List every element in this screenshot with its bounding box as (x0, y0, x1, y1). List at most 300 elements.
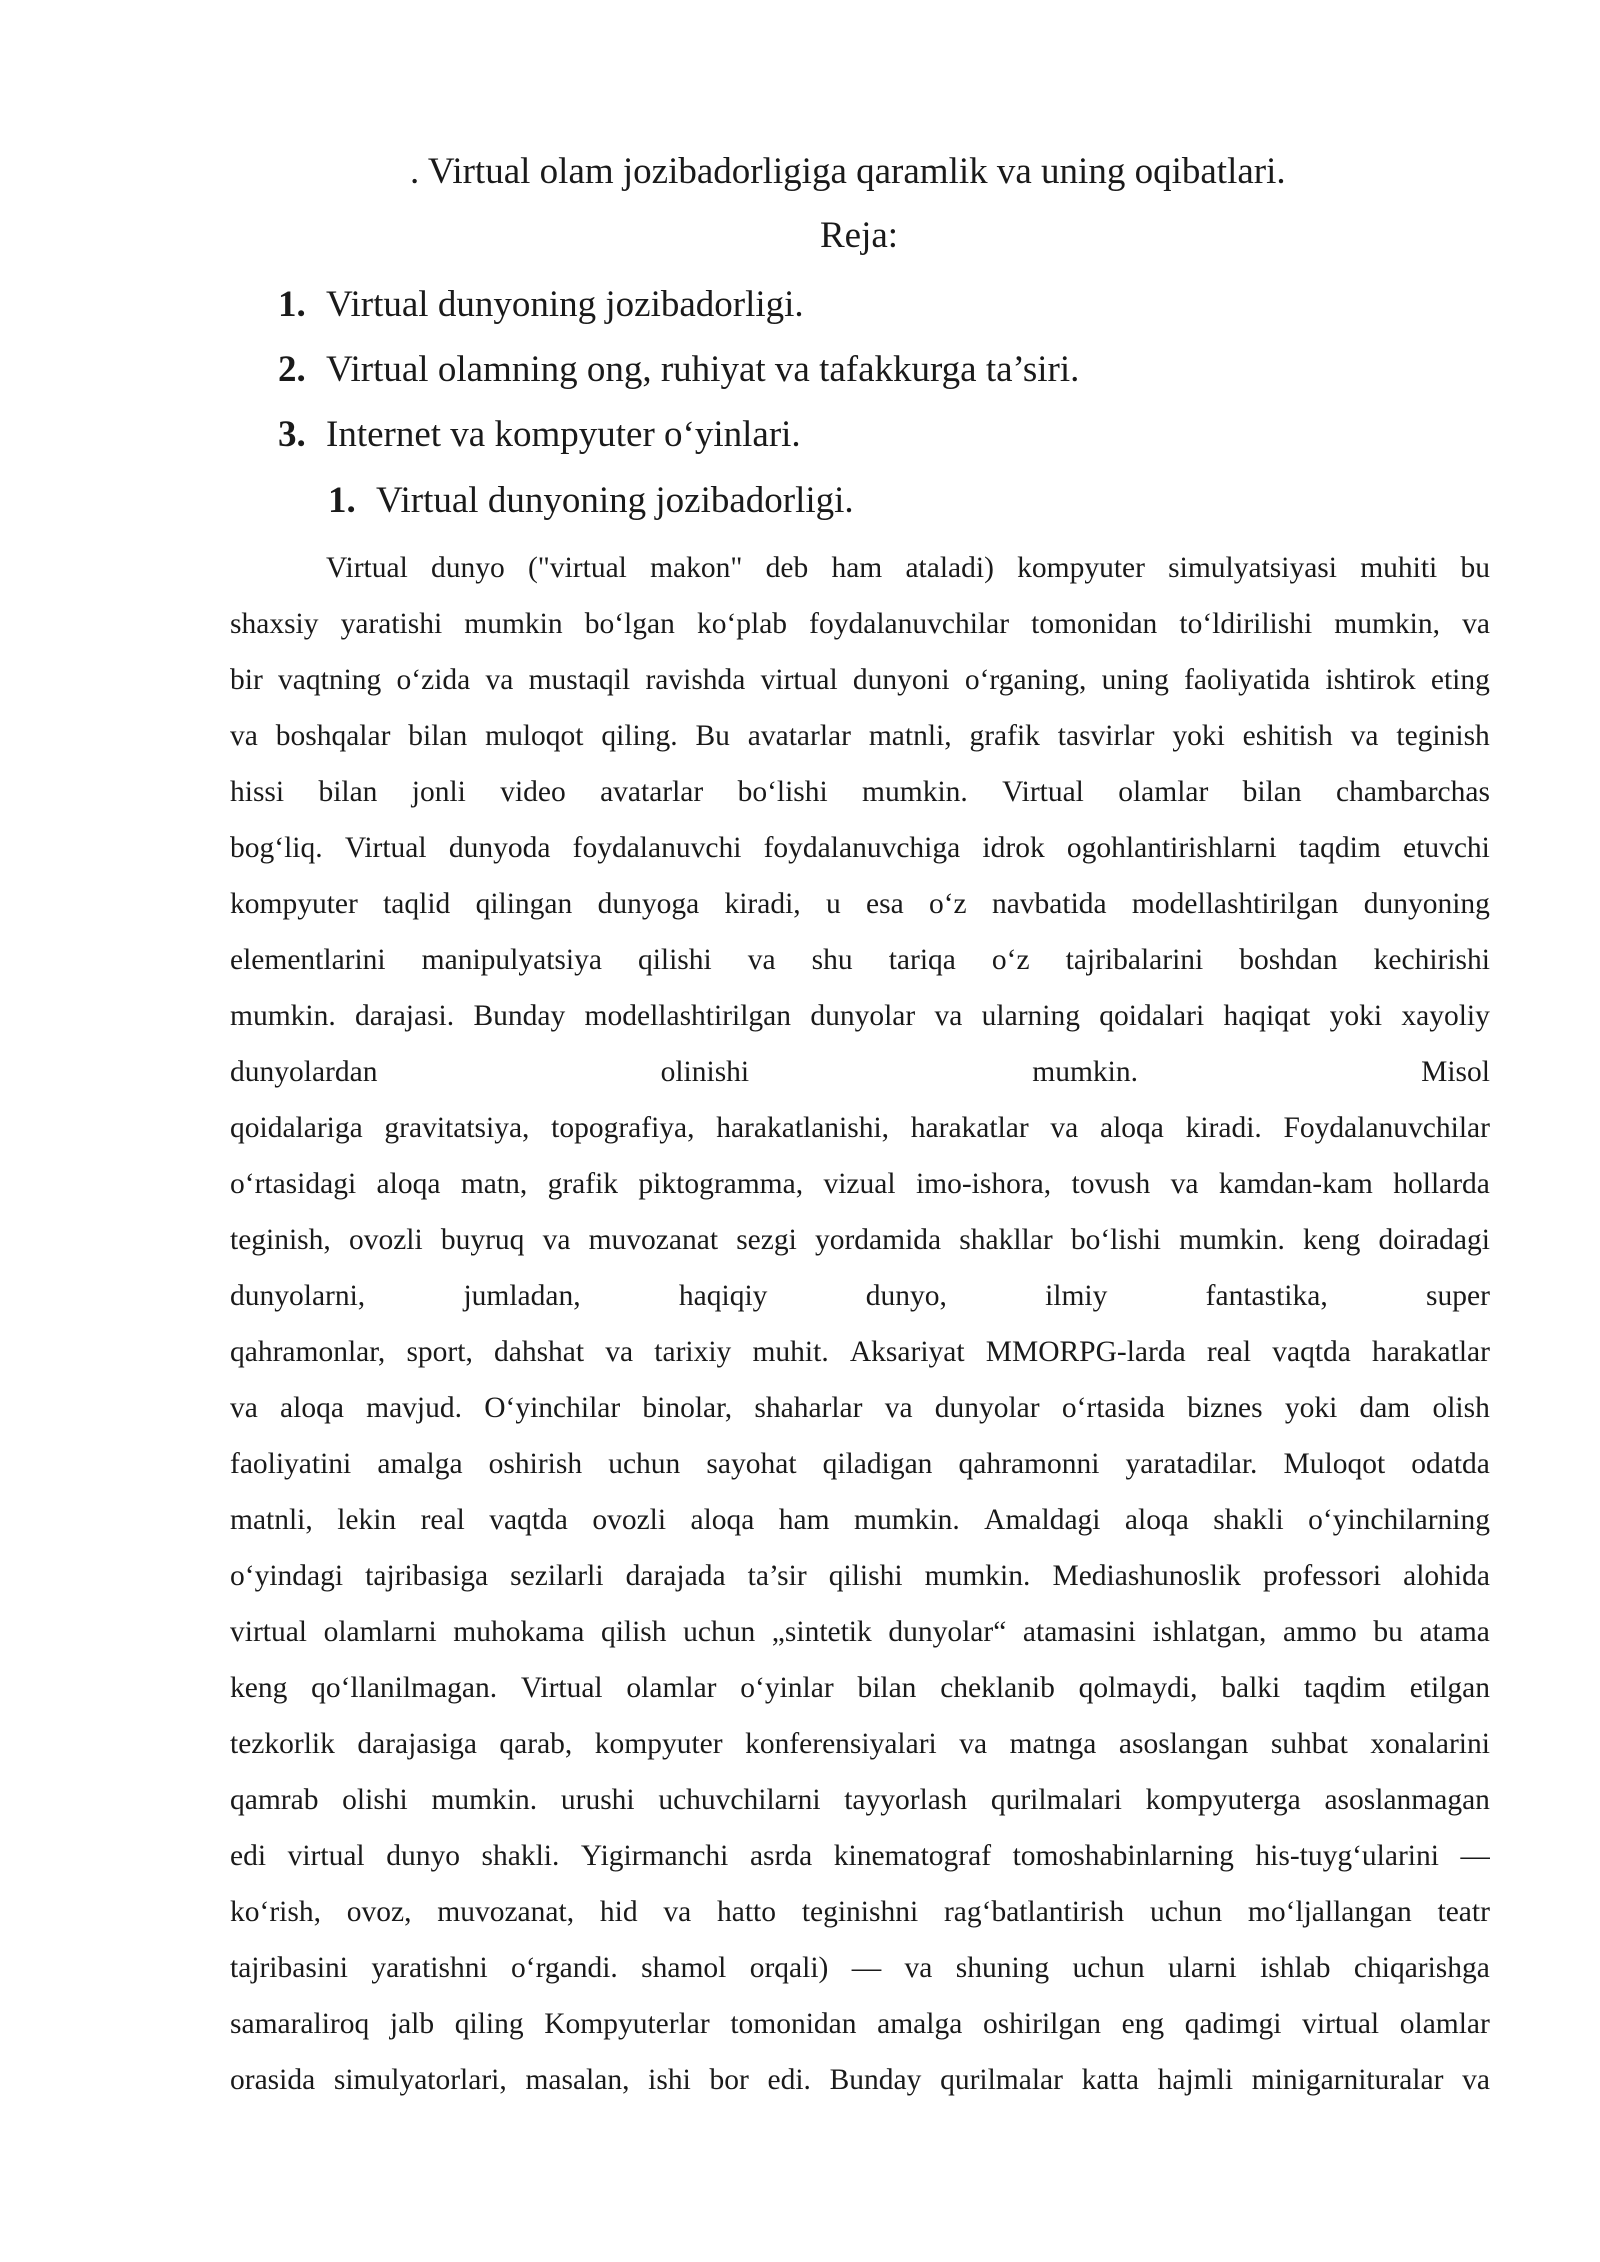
word: boshqalar (275, 720, 391, 752)
word: bilan (318, 776, 378, 808)
word: „sintetik (771, 1616, 872, 1648)
word: vizual (823, 1168, 896, 1200)
word: qilishi (828, 1560, 903, 1592)
word: doiradagi (1378, 1224, 1490, 1256)
body-line (230, 1212, 1490, 1268)
word: keng (1303, 1224, 1361, 1256)
word: qurilmalari (990, 1784, 1122, 1816)
word: mumkin. (1032, 1056, 1138, 1088)
word: o‘rgandi. (511, 1952, 618, 1984)
word: edi (230, 1840, 267, 1872)
word: qiling. (601, 720, 678, 752)
word: tomonidan (1031, 608, 1158, 640)
plan-item-text: Virtual dunyoning jozibadorligi. (326, 284, 804, 325)
word: ham (831, 552, 883, 584)
word: o‘rtasidagi (230, 1168, 357, 1200)
word: foydalanuvchi (572, 832, 742, 864)
word: ishtirok (1325, 664, 1416, 696)
body-line (230, 708, 1490, 764)
word: va (1462, 2064, 1490, 2096)
body-line (230, 820, 1490, 876)
word: hajmli (1157, 2064, 1234, 2096)
word: ovozli (592, 1504, 667, 1536)
body-line (230, 1660, 1490, 1716)
word: qolmaydi, (1078, 1672, 1198, 1704)
word: ravishda (645, 664, 746, 696)
word: shu (811, 944, 853, 976)
word: taqdim (1304, 1672, 1386, 1704)
word: real (420, 1504, 465, 1536)
word: va (1350, 720, 1379, 752)
plan-item-text: Virtual olamning ong, ruhiyat va tafakkurga ta’siri. (326, 349, 1080, 390)
word: ogohlantirishlarni (1066, 832, 1277, 864)
body-line (230, 1324, 1490, 1380)
word: harakatlar (910, 1112, 1029, 1144)
body-line (230, 1884, 1490, 1940)
word: Bu (695, 720, 730, 752)
word: lekin (337, 1504, 397, 1536)
body-line-text (230, 1716, 1490, 1772)
plan-label: Reja: (820, 215, 899, 256)
word: deb (765, 552, 809, 584)
word: odatda (1411, 1448, 1490, 1480)
word: rag‘batlantirish (943, 1896, 1125, 1928)
word: yaratishi (340, 608, 443, 640)
word: qo‘llanilmagan. (311, 1672, 498, 1704)
word: mumkin, (1334, 608, 1440, 640)
word: ko‘plab (696, 608, 788, 640)
word: buyruq (440, 1224, 525, 1256)
word: tovush (1071, 1168, 1151, 1200)
word: matn, (460, 1168, 528, 1200)
word: suhbat (1270, 1728, 1348, 1760)
body-line-text (230, 1660, 1490, 1716)
word: virtual (287, 1840, 365, 1872)
body-line-text (230, 652, 1490, 708)
body-line-text (230, 1604, 1490, 1660)
word: eshitish (1242, 720, 1333, 752)
section-heading (328, 479, 854, 523)
word: manipulyatsiya (421, 944, 602, 976)
word: u (825, 888, 841, 920)
body-line-text (230, 1772, 1490, 1828)
word: Aksariyat (849, 1336, 965, 1368)
word: chiqarishga (1353, 1952, 1490, 1984)
word: binolar, (642, 1392, 733, 1424)
word: o‘z (991, 944, 1030, 976)
word: ishlab (1260, 1952, 1331, 1984)
word: qahramonni (958, 1448, 1100, 1480)
word: va (934, 1000, 963, 1032)
word: dam (1359, 1392, 1411, 1424)
word: mumkin. (854, 1504, 960, 1536)
word: yoki (1329, 1000, 1383, 1032)
word: sezgi (736, 1224, 797, 1256)
word: aloqa (1099, 1112, 1164, 1144)
word: va (230, 1392, 258, 1424)
body-line (230, 1716, 1490, 1772)
word: harakatlanishi, (716, 1112, 890, 1144)
body-line-text (230, 820, 1490, 876)
section-number: 1. (328, 480, 356, 521)
word: super (1426, 1280, 1490, 1312)
body-line-text (230, 1492, 1490, 1548)
word: tezkorlik (230, 1728, 335, 1760)
body-line (230, 932, 1490, 988)
word: samaraliroq (230, 2008, 370, 2040)
word: mumkin (464, 608, 563, 640)
body-line (230, 1940, 1490, 1996)
word: amalga (377, 1448, 463, 1480)
word: alohida (1403, 1560, 1490, 1592)
word: virtual (230, 1616, 308, 1648)
word: O‘yinchilar (484, 1392, 621, 1424)
word: taqlid (383, 888, 451, 920)
word: va (747, 944, 776, 976)
word: shaharlar (754, 1392, 863, 1424)
body-line (230, 1156, 1490, 1212)
word: biznes (1187, 1392, 1263, 1424)
word: muhokama (453, 1616, 585, 1648)
word: ishi (648, 2064, 691, 2096)
word: foydalanuvchilar (809, 608, 1010, 640)
word: eng (1121, 2008, 1165, 2040)
body-line-text (230, 1940, 1490, 1996)
word: matnli, (230, 1504, 313, 1536)
word: virtual (760, 664, 838, 696)
word: o‘z (928, 888, 967, 920)
word: o‘yinlar (740, 1672, 834, 1704)
word: xayoliy (1401, 1000, 1490, 1032)
word: bo‘lishi (1070, 1224, 1161, 1256)
word: ularning (981, 1000, 1080, 1032)
word: qilishi (637, 944, 712, 976)
word: ishlatgan, (1152, 1616, 1267, 1648)
word: jumladan, (463, 1280, 581, 1312)
word: ko‘rish, (230, 1896, 321, 1928)
plan-item-2 (278, 348, 1079, 392)
word: vaqtda (1272, 1336, 1351, 1368)
word: xonalarini (1370, 1728, 1490, 1760)
word: o‘rtasida (1061, 1392, 1166, 1424)
word: qilish (600, 1616, 667, 1648)
word: topografiya, (551, 1112, 695, 1144)
word: konferensiyalari (745, 1728, 937, 1760)
word: cheklanib (940, 1672, 1055, 1704)
word: tayyorlash (844, 1784, 968, 1816)
word: va (230, 720, 258, 752)
word: etuvchi (1403, 832, 1490, 864)
word: taqdim (1298, 832, 1381, 864)
word: video (500, 776, 566, 808)
word: va (542, 1224, 571, 1256)
word: modellashtirilgan (584, 1000, 792, 1032)
word: piktogramma, (638, 1168, 804, 1200)
word: keng (230, 1672, 288, 1704)
word: va (904, 1952, 933, 1984)
word: oshirilgan (982, 2008, 1101, 2040)
word: mumkin. (230, 1000, 336, 1032)
word: tajribasiga (365, 1560, 489, 1592)
word: qamrab (230, 1784, 319, 1816)
body-line (230, 1268, 1490, 1324)
word: kamdan-kam (1218, 1168, 1373, 1200)
section-title: Virtual dunyoning jozibadorligi. (376, 480, 854, 521)
word: urushi (560, 1784, 635, 1816)
word: olamlar (1399, 2008, 1490, 2040)
word: asrda (749, 1840, 813, 1872)
word: aloqa (690, 1504, 755, 1536)
word: dunyoga (597, 888, 700, 920)
word: o‘rganing, (964, 664, 1087, 696)
word: balki (1221, 1672, 1281, 1704)
word: qilingan (475, 888, 573, 920)
word: atama (1419, 1616, 1490, 1648)
body-line (230, 540, 1490, 596)
body-line (230, 1436, 1490, 1492)
word: modellashtirilgan (1131, 888, 1339, 920)
word: o‘yinchilarning (1308, 1504, 1490, 1536)
word: haqiqat (1223, 1000, 1311, 1032)
word: etilgan (1409, 1672, 1490, 1704)
word: uning (1101, 664, 1169, 696)
word: teginish (1396, 720, 1490, 752)
word: avatarlar (747, 720, 851, 752)
word: muvozanat, (437, 1896, 575, 1928)
body-line-text (230, 1436, 1490, 1492)
word: shaxsiy (230, 608, 319, 640)
word: oshirish (488, 1448, 583, 1480)
word: va (663, 1896, 692, 1928)
body-line-text (230, 1324, 1490, 1380)
word: ovoz, (346, 1896, 412, 1928)
word: dunyoni (852, 664, 950, 696)
word: ammo (1283, 1616, 1357, 1648)
word: bog‘liq. (230, 832, 323, 864)
body-line-text (230, 1996, 1490, 2052)
body-line (230, 876, 1490, 932)
word: simulyatorlari, (333, 2064, 507, 2096)
body-line-text (230, 1100, 1490, 1156)
word: bilan (1242, 776, 1302, 808)
body-line (230, 764, 1490, 820)
word: gravitatsiya, (384, 1112, 530, 1144)
word: matnga (1009, 1728, 1097, 1760)
word: va (959, 1728, 988, 1760)
word: mustaqil (528, 664, 631, 696)
word: uchun (608, 1448, 681, 1480)
plan-item-3 (278, 413, 801, 457)
word: boshdan (1239, 944, 1338, 976)
word: tarixiy (654, 1336, 732, 1368)
word: eting (1430, 664, 1490, 696)
word: ularni (1167, 1952, 1237, 1984)
word: Kompyuterlar (544, 2008, 710, 2040)
word: kompyuterga (1145, 1784, 1301, 1816)
word: vaqtda (489, 1504, 568, 1536)
body-line (230, 1548, 1490, 1604)
word: atamasini (1022, 1616, 1136, 1648)
word: dunyo (386, 1840, 460, 1872)
word: o‘yindagi (230, 1560, 344, 1592)
word: Yigirmanchi (580, 1840, 729, 1872)
word: dunyolarni, (230, 1280, 366, 1312)
word: uchun (1149, 1896, 1223, 1928)
word: simulyatsiyasi (1168, 552, 1337, 584)
word: yoki (1172, 720, 1225, 752)
body-line-text (326, 540, 1490, 596)
word: hid (599, 1896, 638, 1928)
word: uchun (1072, 1952, 1145, 1984)
body-line-text (230, 1548, 1490, 1604)
word: ham (778, 1504, 830, 1536)
word: kompyuter (230, 888, 358, 920)
body-line-text (230, 1828, 1490, 1884)
word: foydalanuvchiga (763, 832, 961, 864)
body-line (230, 1380, 1490, 1436)
word: sayohat (706, 1448, 797, 1480)
body-line-text (230, 1212, 1490, 1268)
body-line-text (230, 1380, 1490, 1436)
word: qiling (454, 2008, 524, 2040)
word: mumkin. (862, 776, 968, 808)
word: hissi (230, 776, 285, 808)
word: olish (1432, 1392, 1490, 1424)
word: edi. (767, 2064, 811, 2096)
word: — (851, 1952, 882, 1984)
body-line (230, 596, 1490, 652)
word: darajasi. (355, 1000, 455, 1032)
body-line (230, 1492, 1490, 1548)
word: aloqa (376, 1168, 441, 1200)
word: — (1460, 1840, 1490, 1872)
word: Virtual (344, 832, 427, 864)
word: esa (866, 888, 904, 920)
word: bu (1460, 552, 1490, 584)
word: Bunday (829, 2064, 922, 2096)
word: orasida (230, 2064, 316, 2096)
word: kompyuter (594, 1728, 723, 1760)
word: jalb (389, 2008, 435, 2040)
word: teatr (1437, 1896, 1490, 1928)
body-line-text (230, 988, 1490, 1044)
word: dunyolar“ (888, 1616, 1007, 1648)
body-line-text (230, 1268, 1490, 1324)
word: MMORPG-larda (985, 1336, 1186, 1368)
word: ilmiy (1045, 1280, 1108, 1312)
word: bo‘lishi (737, 776, 828, 808)
word: qoidalari (1099, 1000, 1205, 1032)
body-line-text (230, 1044, 1490, 1100)
word: makon" (650, 552, 743, 584)
body-line (230, 1604, 1490, 1660)
word: Virtual (1002, 776, 1084, 808)
word: grafik (547, 1168, 619, 1200)
word: asoslangan (1118, 1728, 1249, 1760)
body-line (230, 652, 1490, 708)
word: olinishi (660, 1056, 750, 1088)
word: navbatida (991, 888, 1107, 920)
word: asoslanmagan (1324, 1784, 1490, 1816)
word: shakllar (959, 1224, 1053, 1256)
word: dunyolar (810, 1000, 916, 1032)
word: yaratishni (371, 1952, 488, 1984)
word: olamlarni (323, 1616, 437, 1648)
word: tomoshabinlarning (1012, 1840, 1234, 1872)
word: va (485, 664, 514, 696)
word: his-tuyg‘ularini (1255, 1840, 1439, 1872)
body-line-text (230, 596, 1490, 652)
word: olamlar (626, 1672, 717, 1704)
word: dunyo (431, 552, 505, 584)
word: mumkin. (1179, 1224, 1285, 1256)
word: teginish, (230, 1224, 331, 1256)
word: tomonidan (730, 2008, 857, 2040)
word: Foydalanuvchilar (1283, 1112, 1490, 1144)
word: Virtual (326, 552, 408, 584)
body-line-text (230, 764, 1490, 820)
word: dahshat (493, 1336, 585, 1368)
word: tajribasini (230, 1952, 348, 1984)
word: tariqa (888, 944, 956, 976)
word: faoliyatida (1184, 664, 1311, 696)
word: dunyolardan (230, 1056, 378, 1088)
word: darajasiga (357, 1728, 477, 1760)
body-line-text (230, 2052, 1490, 2108)
word: professori (1263, 1560, 1382, 1592)
word: avatarlar (600, 776, 704, 808)
word: minigarnituralar (1251, 2064, 1444, 2096)
word: masalan, (525, 2064, 630, 2096)
word: virtual (1302, 2008, 1380, 2040)
body-line-text (230, 1884, 1490, 1940)
body-paragraph (230, 540, 1490, 2108)
word: muhit. (752, 1336, 829, 1368)
word: yordamida (814, 1224, 942, 1256)
word: muvozanat (588, 1224, 719, 1256)
word: mumkin. (924, 1560, 1031, 1592)
word: tasvirlar (1057, 720, 1155, 752)
word: elementlarini (230, 944, 386, 976)
word: bilan (408, 720, 468, 752)
word: va (605, 1336, 634, 1368)
word: real (1206, 1336, 1252, 1368)
word: qadimgi (1184, 2008, 1282, 2040)
word: aloqa (1124, 1504, 1189, 1536)
word: Muloqot (1283, 1448, 1386, 1480)
word: qahramonlar, (230, 1336, 386, 1368)
word: haqiqiy (678, 1280, 768, 1312)
plan-item-number: 1. (278, 284, 306, 325)
word: dunyoda (448, 832, 551, 864)
word: Virtual (520, 1672, 603, 1704)
body-line (230, 1044, 1490, 1100)
word: bir (230, 664, 263, 696)
body-line (230, 1828, 1490, 1884)
word: olamlar (1118, 776, 1209, 808)
word: bu (1373, 1616, 1403, 1648)
body-line-text (230, 876, 1490, 932)
word: bilan (857, 1672, 917, 1704)
body-line (230, 1100, 1490, 1156)
word: yaratadilar. (1125, 1448, 1258, 1480)
word: olishi (342, 1784, 408, 1816)
word: tajribalarini (1065, 944, 1204, 976)
word: hatto (717, 1896, 777, 1928)
word: dunyolar (934, 1392, 1040, 1424)
word: ta’sir (747, 1560, 807, 1592)
word: Bunday (473, 1000, 566, 1032)
